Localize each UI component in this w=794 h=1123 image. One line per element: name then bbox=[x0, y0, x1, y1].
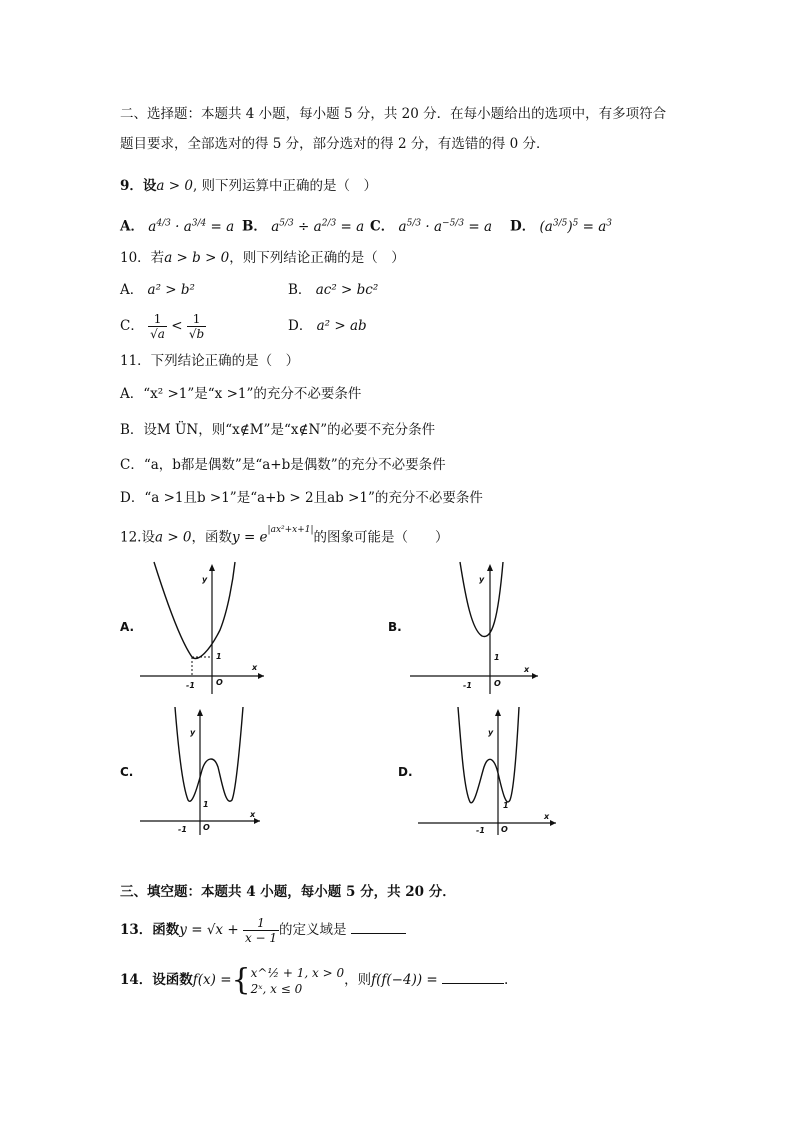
q11-option-a: A．“x² >1”是“x >1”的充分不必要条件 bbox=[120, 386, 362, 402]
graph-a-origin: O bbox=[216, 678, 223, 687]
graph-b-x-label: x bbox=[524, 665, 530, 674]
q13-answer-blank[interactable] bbox=[351, 919, 406, 934]
q9-stem: 9．设a > 0, 则下列运算中正确的是（ ） bbox=[120, 178, 378, 194]
graph-d-origin: O bbox=[501, 825, 508, 834]
graph-d-x-label: x bbox=[544, 812, 550, 821]
graph-c-origin: O bbox=[203, 823, 210, 832]
graph-d-neg-one: -1 bbox=[476, 826, 485, 835]
q14-answer-blank[interactable] bbox=[442, 969, 504, 984]
graph-c-neg-one: -1 bbox=[178, 825, 187, 834]
q10-option-c: C． $\frac{1}{√a}$ < $\frac{1}{√b}$ bbox=[120, 312, 205, 341]
graph-a-x-label: x bbox=[252, 663, 258, 672]
graph-b-neg-one: -1 bbox=[463, 681, 472, 690]
q9-option-b: B． $a^{5/3} \div a^{2/3} = a$ bbox=[242, 218, 365, 235]
graph-d-y-label: y bbox=[488, 728, 494, 737]
section2-line2: 题目要求，全部选对的得 5 分，部分选对的得 2 分，有选错的得 0 分． bbox=[120, 136, 550, 152]
q14: 14．设函数f(x) ={ x^½ + 1, x > 0 2ˣ, x ≤ 0 ，则f(f(−4)) = . bbox=[120, 962, 509, 998]
q12-stem: 12.设a > 0，函数$y = e^{|ax^2+x+1|}$的图象可能是（ ） bbox=[120, 525, 449, 546]
graph-a-one: 1 bbox=[216, 652, 222, 661]
graph-d bbox=[418, 705, 563, 835]
graph-b-origin: O bbox=[494, 679, 501, 688]
graph-d-one: 1 bbox=[503, 801, 509, 810]
graph-c-one: 1 bbox=[203, 800, 209, 809]
q10-option-a: A． a² > b² bbox=[120, 282, 195, 298]
graph-a-neg-one: -1 bbox=[186, 681, 195, 690]
q11-option-d: D．“a >1且b >1”是“a+b > 2且ab >1”的充分不必要条件 bbox=[120, 490, 483, 506]
q9-option-a: A． $a^{4/3} \cdot a^{3/4} = a$ bbox=[120, 218, 235, 235]
graph-c bbox=[140, 705, 265, 835]
graph-a bbox=[140, 560, 270, 695]
graph-a-label: A. bbox=[120, 620, 135, 634]
q10-option-d: D． a² > ab bbox=[288, 318, 367, 334]
q13: 13．函数y = √x + $\frac{1}{x - 1}$ 的定义域是 bbox=[120, 912, 406, 948]
q10-option-b: B． ac² > bc² bbox=[288, 282, 379, 298]
q11-stem: 11．下列结论正确的是（ ） bbox=[120, 353, 300, 369]
q11-option-b: B．设M ÜN，则“x∉M”是“x∉N”的必要不充分条件 bbox=[120, 422, 436, 438]
section3-title: 三、填空题：本题共 4 小题，每小题 5 分，共 20 分． bbox=[120, 884, 456, 900]
graph-b-label: B. bbox=[388, 620, 402, 634]
graph-d-label: D. bbox=[398, 765, 413, 779]
graph-b-one: 1 bbox=[494, 653, 500, 662]
q11-option-c: C．“a，b都是偶数”是“a+b是偶数”的充分不必要条件 bbox=[120, 457, 446, 473]
graph-c-y-label: y bbox=[190, 728, 196, 737]
q9-option-c: C． $a^{5/3} \cdot a^{-5/3} = a$ bbox=[370, 218, 493, 235]
graph-c-x-label: x bbox=[250, 810, 256, 819]
graph-a-y-label: y bbox=[202, 575, 208, 584]
graph-b bbox=[410, 560, 545, 695]
q9-option-d: D． $(a^{3/5})^5 = a^3$ bbox=[510, 218, 613, 235]
graph-b-y-label: y bbox=[479, 575, 485, 584]
section2-line1: 二、选择题：本题共 4 小题，每小题 5 分，共 20 分．在每小题给出的选项中，有多项符合 bbox=[120, 106, 667, 122]
q10-stem: 10．若a > b > 0，则下列结论正确的是（ ） bbox=[120, 250, 405, 266]
graph-c-label: C. bbox=[120, 765, 134, 779]
